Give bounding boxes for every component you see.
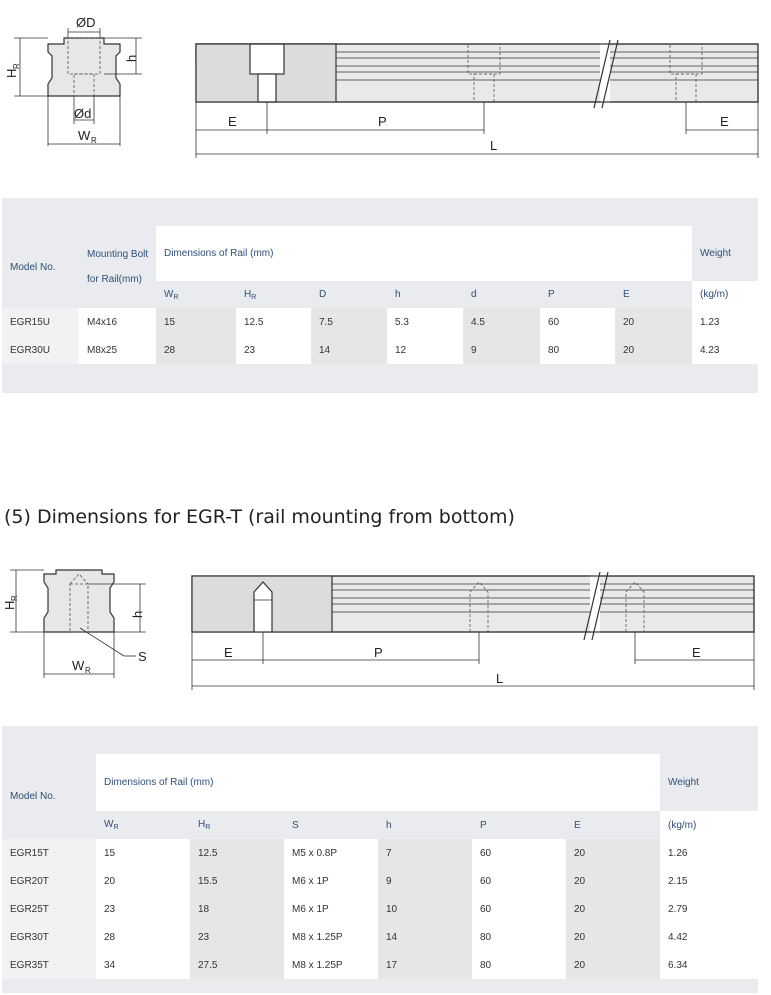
table-row	[2, 895, 758, 923]
header-weight: Weight	[660, 754, 758, 811]
cell-E: 20	[566, 867, 660, 895]
cell-W: 34	[96, 951, 190, 979]
cell-E: 20	[566, 951, 660, 979]
subheader-H: $H_R$	[236, 281, 311, 308]
spec-table-t	[2, 726, 758, 993]
subheader-P: P	[540, 281, 615, 308]
cell-bolt: M4x16	[79, 308, 156, 336]
header-model: Model No.	[2, 754, 96, 839]
cell-weight: 6.34	[660, 951, 758, 979]
header-bolt-line1: Mounting Bolt	[87, 249, 149, 260]
cell-h: 17	[378, 951, 472, 979]
cell-d: 4.5	[463, 308, 540, 336]
section-title: (5) Dimensions for EGR-T (rail mounting from bottom)	[4, 506, 515, 528]
cell-model: EGR30T	[2, 923, 96, 951]
cell-H: 27.5	[190, 951, 284, 979]
subheader-E: E	[615, 281, 692, 308]
subheader-weight-unit: (kg/m)	[692, 281, 758, 308]
cell-model: EGR20T	[2, 867, 96, 895]
label-W: W	[72, 658, 85, 673]
label-P: P	[378, 114, 387, 129]
subheader-P: P	[472, 811, 566, 839]
cell-W: 20	[96, 867, 190, 895]
cell-weight: 4.23	[692, 336, 758, 364]
subheader-W: $W_R$	[156, 281, 236, 308]
label-phi-D: ØD	[76, 15, 96, 30]
header-dimensions: Dimensions of Rail (mm)	[96, 754, 660, 811]
cell-weight: 1.26	[660, 839, 758, 867]
subheader-W: $W_R$	[96, 811, 190, 839]
cell-model: EGR30U	[2, 336, 79, 364]
cell-h: 5.3	[387, 308, 463, 336]
rail-cross-section-t	[0, 560, 170, 710]
subheader-D: D	[311, 281, 387, 308]
cell-H: 18	[190, 895, 284, 923]
label-E-right: E	[720, 114, 729, 129]
rail-side-view-t	[186, 560, 766, 700]
label-E-left: E	[224, 645, 233, 660]
cell-weight: 2.15	[660, 867, 758, 895]
table-row	[2, 839, 758, 867]
cell-model: EGR25T	[2, 895, 96, 923]
subheader-weight-unit: (kg/m)	[660, 811, 758, 839]
cell-P: 80	[472, 923, 566, 951]
cell-h: 10	[378, 895, 472, 923]
cell-model: EGR35T	[2, 951, 96, 979]
cell-E: 20	[566, 895, 660, 923]
label-h: h	[124, 54, 139, 62]
header-model: Model No.	[2, 226, 79, 308]
subheader-S: S	[284, 811, 378, 839]
cell-W: 15	[156, 308, 236, 336]
cell-model: EGR15U	[2, 308, 79, 336]
header-bolt-line2: for Rail(mm)	[87, 274, 142, 285]
cell-S: M8 x 1.25P	[284, 951, 378, 979]
cell-E: 20	[615, 308, 692, 336]
label-H: H	[2, 600, 17, 610]
cell-E: 20	[566, 923, 660, 951]
label-W-sub: R	[91, 136, 97, 145]
cell-S: M5 x 0.8P	[284, 839, 378, 867]
label-H-sub: R	[10, 595, 19, 601]
label-W-sub: R	[85, 666, 91, 675]
cell-h: 7	[378, 839, 472, 867]
cell-H: 12.5	[190, 839, 284, 867]
subheader-E: E	[566, 811, 660, 839]
subheader-h: h	[387, 281, 463, 308]
cell-P: 60	[472, 895, 566, 923]
label-L: L	[496, 671, 504, 686]
cell-E: 20	[615, 336, 692, 364]
cell-S: M6 x 1P	[284, 895, 378, 923]
label-P: P	[374, 645, 383, 660]
cell-E: 20	[566, 839, 660, 867]
cell-D: 14	[311, 336, 387, 364]
cell-weight: 1.23	[692, 308, 758, 336]
cell-S: M8 x 1.25P	[284, 923, 378, 951]
cell-model: EGR15T	[2, 839, 96, 867]
label-H: H	[4, 68, 19, 78]
table-row	[2, 951, 758, 979]
cell-h: 9	[378, 867, 472, 895]
cell-P: 60	[472, 839, 566, 867]
cell-D: 7.5	[311, 308, 387, 336]
cell-bolt: M8x25	[79, 336, 156, 364]
cell-W: 15	[96, 839, 190, 867]
label-W: W	[78, 128, 91, 143]
label-h: h	[130, 610, 145, 618]
cell-W: 23	[96, 895, 190, 923]
cell-W: 28	[96, 923, 190, 951]
subheader-d: d	[463, 281, 540, 308]
cell-H: 23	[190, 923, 284, 951]
label-H-sub: R	[12, 63, 21, 69]
subheader-H: $H_R$	[190, 811, 284, 839]
label-E-right: E	[692, 645, 701, 660]
cell-h: 14	[378, 923, 472, 951]
spec-table-u	[2, 198, 758, 393]
cell-P: 60	[472, 867, 566, 895]
cell-P: 80	[472, 951, 566, 979]
table-row	[2, 308, 758, 336]
label-E-left: E	[228, 114, 237, 129]
rail-cross-section-u	[0, 0, 160, 160]
label-S: S	[138, 649, 147, 664]
header-dimensions: Dimensions of Rail (mm)	[156, 226, 692, 281]
cell-d: 9	[463, 336, 540, 364]
table-row	[2, 336, 758, 364]
label-L: L	[490, 138, 498, 153]
cell-weight: 4.42	[660, 923, 758, 951]
cell-P: 80	[540, 336, 615, 364]
table-row	[2, 867, 758, 895]
table-row	[2, 923, 758, 951]
cell-H: 23	[236, 336, 311, 364]
header-weight: Weight	[692, 226, 758, 281]
cell-h: 12	[387, 336, 463, 364]
cell-S: M6 x 1P	[284, 867, 378, 895]
cell-H: 12.5	[236, 308, 311, 336]
cell-W: 28	[156, 336, 236, 364]
cell-P: 60	[540, 308, 615, 336]
label-phi-d: Ød	[74, 106, 92, 121]
cell-H: 15.5	[190, 867, 284, 895]
rail-side-view-u	[190, 0, 770, 170]
subheader-h: h	[378, 811, 472, 839]
cell-weight: 2.79	[660, 895, 758, 923]
